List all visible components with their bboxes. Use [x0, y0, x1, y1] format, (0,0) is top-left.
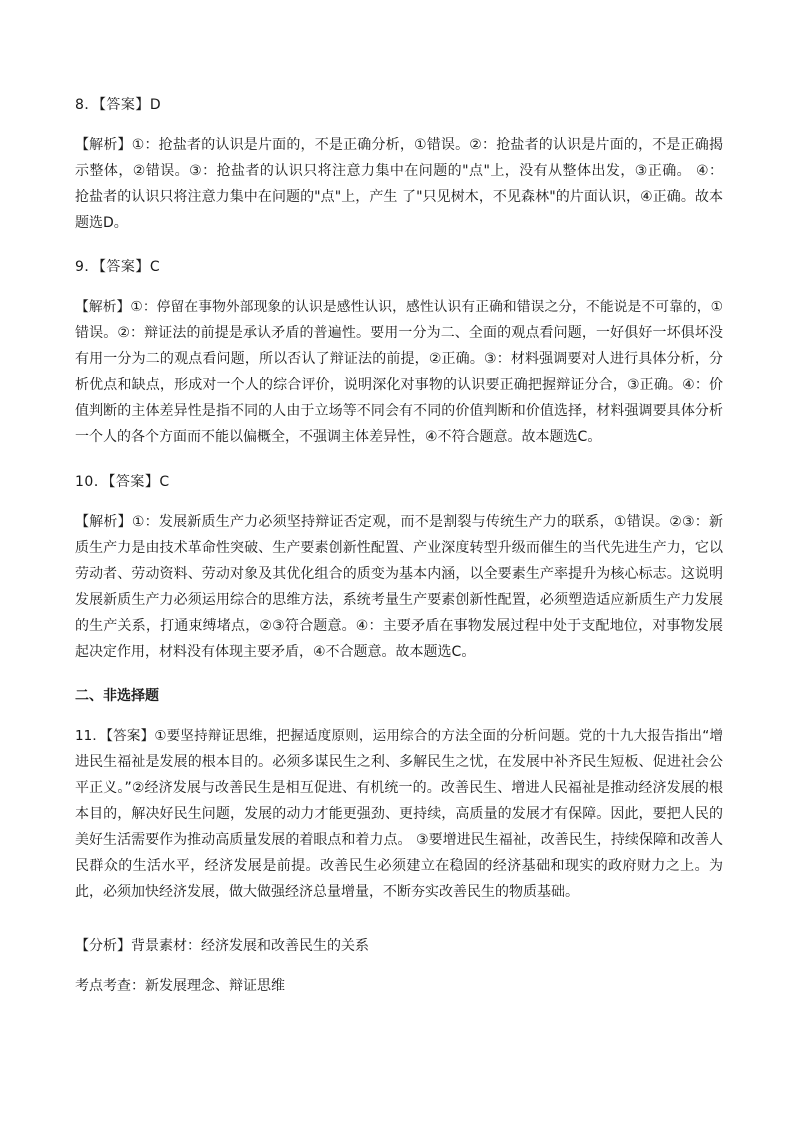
answer-heading-q8: 8．【答案】D	[75, 97, 162, 113]
analysis-line-q10-1: 【解析】①：发展新质生产力必须坚持辩证否定观，而不是割裂与传统生产力的联系，①错误。②③：新	[75, 514, 723, 530]
analysis-background: 【分析】背景素材：经济发展和改善民生的关系	[75, 938, 369, 954]
answer-line-q11-6: 民群众的生活水平，经济发展是前提。改善民生必须建立在稳固的经济基础和现实的政府财力之上。为	[75, 858, 723, 874]
analysis-line-q8-3: 抢盐者的认识只将注意力集中在问题的"点"上，产生 了"只见树木，不见森林"的片面认识，④正确。故本	[75, 189, 723, 205]
analysis-line-q9-2: 错误。②：辩证法的前提是承认矛盾的普遍性。要用一分为二、全面的观点看问题，一好俱好一坏俱坏没	[75, 325, 723, 341]
analysis-line-q8-2: 示整体，②错误。③：抢盐者的认识只将注意力集中在问题的"点"上，没有从整体出发，③正确。 ④：	[75, 163, 723, 179]
analysis-line-q8-1: 【解析】①：抢盐者的认识是片面的，不是正确分析，①错误。②：抢盐者的认识是片面的，不是正确揭	[75, 137, 723, 153]
analysis-line-q10-4: 发展新质生产力必须运用综合的思维方法，系统考量生产要素创新性配置，必须塑造适应新质生产力发展	[75, 592, 723, 608]
analysis-line-q9-6: 一个人的各个方面而不能以偏概全，不强调主体差异性，④不符合题意。故本题选C。	[75, 429, 602, 445]
analysis-line-q9-5: 值判断的主体差异性是指不同的人由于立场等不同会有不同的价值判断和价值选择，材料强调要具体分析	[75, 403, 723, 419]
section-title: 二、非选择题	[75, 688, 159, 704]
analysis-line-q8-4: 题选D。	[75, 215, 128, 231]
analysis-line-q10-5: 的生产关系，打通束缚堵点，②③符合题意。④：主要矛盾在事物发展过程中处于支配地位，对事物发展	[75, 618, 723, 634]
analysis-line-q10-3: 劳动者、劳动资料、劳动对象及其优化组合的质变为基本内涵，以全要素生产率提升为核心标志。这说明	[75, 566, 723, 582]
answer-line-q11-2: 进民生福祉是发展的根本目的。必须多谋民生之利、多解民生之忧，在发展中补齐民生短板、促进社会公	[75, 754, 723, 770]
exam-points: 考点考查：新发展理念、辩证思维	[75, 978, 285, 994]
answer-line-q11-3: 平正义。”②经济发展与改善民生是相互促进、有机统一的。改善民生、增进人民福祉是推动经济发展的根	[75, 780, 723, 796]
answer-line-q11-5: 美好生活需要作为推动高质量发展的着眼点和着力点。 ③要增进民生福祉，改善民生，持续保障和改善人	[75, 832, 723, 848]
answer-line-q11-4: 本目的，解决好民生问题，发展的动力才能更强劲、更持续，高质量的发展才有保障。因此，要把人民的	[75, 806, 723, 822]
analysis-line-q10-6: 起决定作用，材料没有体现主要矛盾，④不合题意。故本题选C。	[75, 644, 476, 660]
analysis-line-q10-2: 质生产力是由技术革命性突破、生产要素创新性配置、产业深度转型升级而催生的当代先进生产力，它以	[75, 540, 723, 556]
analysis-line-q9-3: 有用一分为二的观点看问题，所以否认了辩证法的前提，②正确。③：材料强调要对人进行具体分析，分	[75, 351, 723, 367]
answer-line-q11-1: 11．【答案】①要坚持辩证思维，把握适度原则，运用综合的方法全面的分析问题。党的十九大报告指出“增	[75, 728, 723, 744]
answer-heading-q10: 10．【答案】C	[75, 474, 170, 490]
answer-line-q11-7: 此，必须加快经济发展，做大做强经济总量增量，不断夯实改善民生的物质基础。	[75, 884, 579, 900]
analysis-line-q9-4: 析优点和缺点，形成对一个人的综合评价，说明深化对事物的认识要正确把握辩证分合，③正确。④：价	[75, 377, 723, 393]
analysis-line-q9-1: 【解析】①：停留在事物外部现象的认识是感性认识，感性认识有正确和错误之分，不能说是不可靠的，①	[75, 299, 723, 315]
answer-heading-q9: 9．【答案】C	[75, 259, 161, 275]
